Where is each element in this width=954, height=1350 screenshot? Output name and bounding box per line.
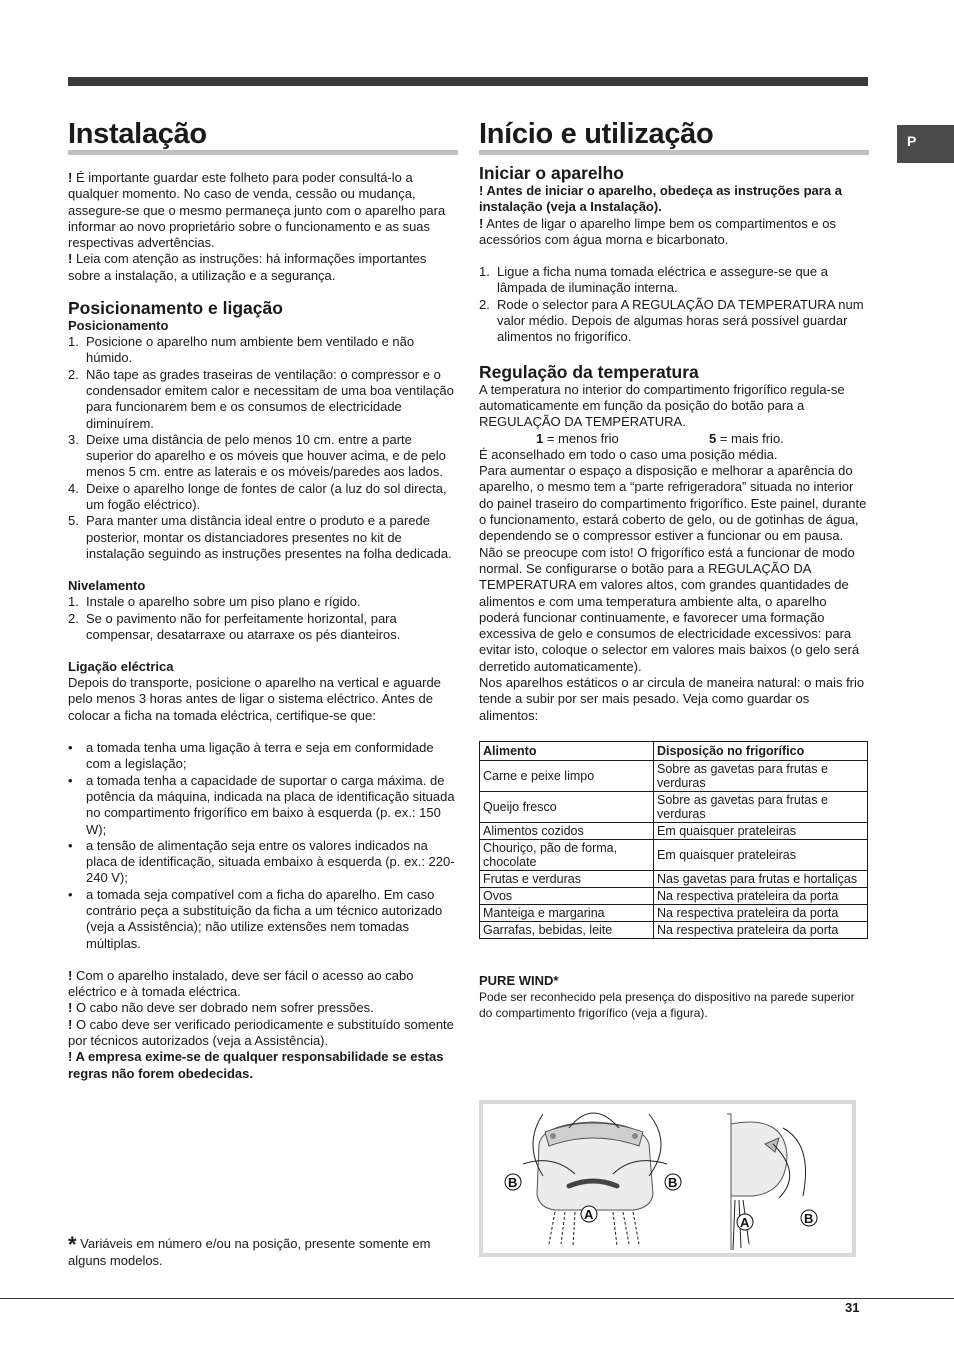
list-item: [479, 297, 869, 346]
food-cell: Queijo fresco: [480, 791, 654, 822]
placement-cell: Sobre as gavetas para frutas e verduras: [654, 791, 868, 822]
table-row: [480, 760, 868, 791]
warning-mark: !: [68, 170, 73, 185]
table-header-placement: Disposição no frigorífico: [654, 741, 868, 760]
list-marker: 1.: [68, 334, 79, 350]
start-warning: ! Antes de iniciar o aparelho, obedeça as instruções para a instalação (veja a Instalação).: [479, 183, 842, 215]
food-cell: Alimentos cozidos: [480, 822, 654, 839]
electrical-subtitle: Ligação eléctrica: [68, 659, 174, 675]
list-item-text: a tomada tenha uma ligação à terra e seja em conformidade com a legislação;: [86, 740, 434, 772]
placement-cell: Em quaisquer prateleiras: [654, 822, 868, 839]
scale-min-label: = menos frio: [543, 430, 619, 446]
usage-title: Início e utilização: [479, 118, 869, 155]
list-marker: 1.: [479, 264, 490, 280]
food-cell: Garrafas, bebidas, leite: [480, 921, 654, 938]
list-marker: 2.: [68, 366, 79, 382]
footnote: [68, 1232, 458, 1270]
placement-cell: Em quaisquer prateleiras: [654, 839, 868, 870]
scale-max-value: 5: [709, 430, 717, 446]
electrical-checklist: [68, 740, 458, 952]
table-row: [480, 822, 868, 839]
list-item-text: Se o pavimento não for perfeitamente horizontal, para compensar, desatarraxe ou atarraxe os pés dianteiros.: [86, 610, 401, 642]
pure-wind-title: PURE WIND*: [479, 972, 559, 988]
list-item: [68, 594, 458, 610]
positioning-section-title: Posicionamento e ligação: [68, 298, 283, 319]
list-item: [68, 367, 458, 432]
table-header-food: Alimento: [480, 741, 654, 760]
footnote-asterisk: *: [68, 1232, 77, 1257]
warning-mark: !: [68, 251, 73, 267]
food-cell: Carne e peixe limpo: [480, 760, 654, 791]
list-item-text: Deixe uma distância de pelo menos 10 cm. entre a parte superior do aparelho e os móveis que houver acima, e de pelo menos 5 cm. entre as laterais e os móveis/paredes aos lados.: [86, 431, 446, 480]
warning-mark: !: [479, 215, 484, 231]
leveling-list: [68, 594, 458, 643]
installation-intro: [68, 170, 458, 284]
food-cell: Manteiga e margarina: [480, 904, 654, 921]
list-item: [68, 334, 458, 367]
top-rule: [68, 77, 868, 86]
list-item-text: Posicione o aparelho num ambiente bem ventilado e não húmido.: [86, 334, 415, 366]
leveling-subtitle: Nivelamento: [68, 578, 146, 594]
placement-cell: Na respectiva prateleira da porta: [654, 887, 868, 904]
warning-paragraph: [68, 968, 458, 1001]
list-item: [479, 264, 869, 297]
list-marker: 2.: [68, 610, 79, 626]
list-item: [68, 611, 458, 644]
list-item-text: Não tape as grades traseiras de ventilação: o compressor e o condensador emitem calor e necessitam de uma boa ventilação para funcionarem bem e os consumos de electricidade diminuírem.: [86, 366, 454, 431]
language-tab: [897, 125, 954, 163]
installation-column: [68, 118, 458, 1082]
temperature-paragraph-4: Nos aparelhos estáticos o ar circula de maneira natural: o mais frio tende a subir por ser mais pesado. Veja como guardar os alimentos:: [479, 675, 865, 723]
table-row: [480, 887, 868, 904]
list-marker: 5.: [68, 513, 79, 529]
table-row: [480, 904, 868, 921]
list-item: [68, 432, 458, 481]
scale-min-value: 1: [536, 430, 544, 446]
positioning-list: [68, 334, 458, 562]
food-cell: Ovos: [480, 887, 654, 904]
liability-warning: ! A empresa exime-se de qualquer responsabilidade se estas regras não forem obedecidas.: [68, 1049, 444, 1081]
figure-label-b-right: B: [668, 1175, 678, 1190]
figure-label-a-left: A: [584, 1207, 594, 1222]
list-marker: 1.: [68, 594, 79, 610]
temperature-paragraph-2: É aconselhado em todo o caso uma posição média.: [479, 446, 778, 462]
figure-label-b-side: B: [804, 1211, 814, 1226]
warning-paragraph: [68, 1000, 458, 1016]
usage-column: [479, 118, 869, 1021]
page-number: 31: [845, 1300, 860, 1315]
pure-wind-illustration: [483, 1104, 852, 1253]
electrical-warnings: [68, 968, 458, 1049]
warning-text: O cabo não deve ser dobrado nem sofrer pressões.: [72, 1000, 374, 1016]
warning-mark: !: [68, 967, 73, 983]
placement-cell: Nas gavetas para frutas e hortaliças: [654, 870, 868, 887]
bottom-rule: [0, 1298, 954, 1299]
list-item: [68, 838, 458, 887]
installation-title: Instalação: [68, 118, 458, 155]
footnote-text: Variáveis em número e/ou na posição, presente somente em alguns modelos.: [68, 1236, 431, 1269]
start-note: [479, 216, 869, 249]
list-item-text: Deixe o aparelho longe de fontes de calor (a luz do sol directa, um fogão eléctrico).: [86, 480, 447, 513]
list-item-text: Instale o aparelho sobre um piso plano e rígido.: [86, 594, 361, 610]
start-section-title: Iniciar o aparelho: [479, 163, 624, 183]
table-row: [480, 921, 868, 938]
warning-text: O cabo deve ser verificado periodicamente e substituído somente por técnicos autorizados (veja a Assistência).: [68, 1016, 454, 1049]
list-item-text: a tomada tenha a capacidade de suportar o carga máxima. de potência da máquina, indicada na placa de identificação situada no compartimento frigorífico em baixo à esquerda (p. ex.: 150 W);: [86, 772, 455, 837]
list-marker: •: [68, 772, 73, 788]
list-item: [68, 773, 458, 838]
table-row: [480, 839, 868, 870]
food-cell: Chouriço, pão de forma, chocolate: [480, 839, 654, 870]
list-marker: 2.: [479, 296, 490, 312]
temperature-scale: [479, 431, 869, 447]
list-marker: •: [68, 740, 73, 756]
temperature-paragraph-1: A temperatura no interior do compartimento frigorífico regula-se automaticamente em função da posição do botão para a REGULAÇÃO DA TEMPERATURA.: [479, 381, 845, 430]
positioning-subtitle: Posicionamento: [68, 318, 169, 334]
warning-paragraph: [68, 1017, 458, 1050]
list-item-text: a tensão de alimentação seja entre os valores indicados na placa de identificação, situada embaixo à esquerda (p. ex.: 220-240 V);: [86, 837, 455, 886]
table-row: [480, 791, 868, 822]
warning-text: Com o aparelho instalado, deve ser fácil o acesso ao cabo eléctrico e à tomada eléctrica.: [68, 967, 414, 1000]
placement-cell: Sobre as gavetas para frutas e verduras: [654, 760, 868, 791]
intro-text: É importante guardar este folheto para poder consultá-lo a qualquer momento. No caso de venda, cessão ou mudança, assegure-se que o mesmo permaneça junto com o aparelho para informar ao novo proprietário sobre o funcionamento e as suas respectivas advertências.: [68, 170, 446, 251]
food-cell: Frutas e verduras: [480, 870, 654, 887]
temperature-section-title: Regulação da temperatura: [479, 361, 699, 382]
food-storage-table: [479, 741, 868, 939]
electrical-intro: Depois do transporte, posicione o aparelho na vertical e aguarde pelo menos 3 horas antes de ligar o sistema eléctrico. Antes de colocar a ficha na tomada eléctrica, certifique-se que:: [68, 675, 441, 723]
list-item-text: Rode o selector para A REGULAÇÃO DA TEMPERATURA num valor médio. Depois de algumas horas será possível guardar alimentos no frigorífico.: [497, 296, 864, 345]
list-item: [68, 887, 458, 952]
placement-cell: Na respectiva prateleira da porta: [654, 921, 868, 938]
list-item-text: Ligue a ficha numa tomada eléctrica e assegure-se que a lâmpada de iluminação interna.: [497, 264, 828, 296]
start-steps-list: [479, 264, 869, 345]
list-item-text: a tomada seja compatível com a ficha do aparelho. Em caso contrário peça a substituição da ficha a um técnico autorizado (veja a Assistência); não utilize extensões nem tomadas múltiplas.: [86, 886, 443, 951]
table-row: [480, 870, 868, 887]
intro-paragraph: [68, 170, 458, 251]
start-note-text: Antes de ligar o aparelho limpe bem os compartimentos e os acessórios com água morna e bicarbonato.: [479, 215, 836, 247]
warning-mark: !: [68, 1000, 73, 1016]
language-tab-label: P: [907, 133, 917, 149]
list-marker: 4.: [68, 480, 79, 496]
list-item-text: Para manter uma distância ideal entre o produto e a parede posterior, montar os distanciadores presentes no kit de instalação seguindo as instruções presentes na folha dedicada.: [86, 513, 452, 561]
figure-label-b-left: B: [508, 1175, 518, 1190]
warning-mark: !: [68, 1016, 73, 1032]
list-marker: •: [68, 837, 73, 853]
intro-text: Leia com atenção as instruções: há informações importantes sobre a instalação, a utilização e a segurança.: [68, 251, 427, 283]
list-item: [68, 740, 458, 773]
pure-wind-figure: [479, 1100, 856, 1257]
list-item: [68, 513, 458, 562]
figure-label-a-right: A: [740, 1215, 750, 1230]
placement-cell: Na respectiva prateleira da porta: [654, 904, 868, 921]
intro-paragraph: [68, 251, 458, 284]
list-marker: 3.: [68, 431, 79, 447]
list-marker: •: [68, 886, 73, 902]
scale-max-label: = mais frio.: [716, 430, 784, 446]
list-item: [68, 481, 458, 514]
temperature-paragraph-3: Para aumentar o espaço a disposição e melhorar a aparência do aparelho, o mesmo tem a “parte refrigeradora” situada no interior do painel traseiro do compartimento frigorífico. Este painel, durante o funcionamento, estará coberto de gelo, ou de gotinhas de água, dependendo se o compressor estiver a funcionar ou em pausa. Não se preocupe com isto! O frigorífico está a funcionar de modo normal. Se configurarse o botão para a REGULAÇÃO DA TEMPERATURA em valores altos, com grandes quantidades de alimentos e com uma temperatura ambiente alta, o aparelho poderá funcionar continuamente, e favorecer uma formação excessiva de gelo e consumos de electricidade excessivos: para evitar isto, coloque o selector em valores mais baixos (o gelo será derretido automaticamente).: [479, 463, 867, 674]
pure-wind-text: Pode ser reconhecido pela presença do dispositivo na parede superior do compartimento frigorífico (veja a figura).: [479, 989, 855, 1020]
